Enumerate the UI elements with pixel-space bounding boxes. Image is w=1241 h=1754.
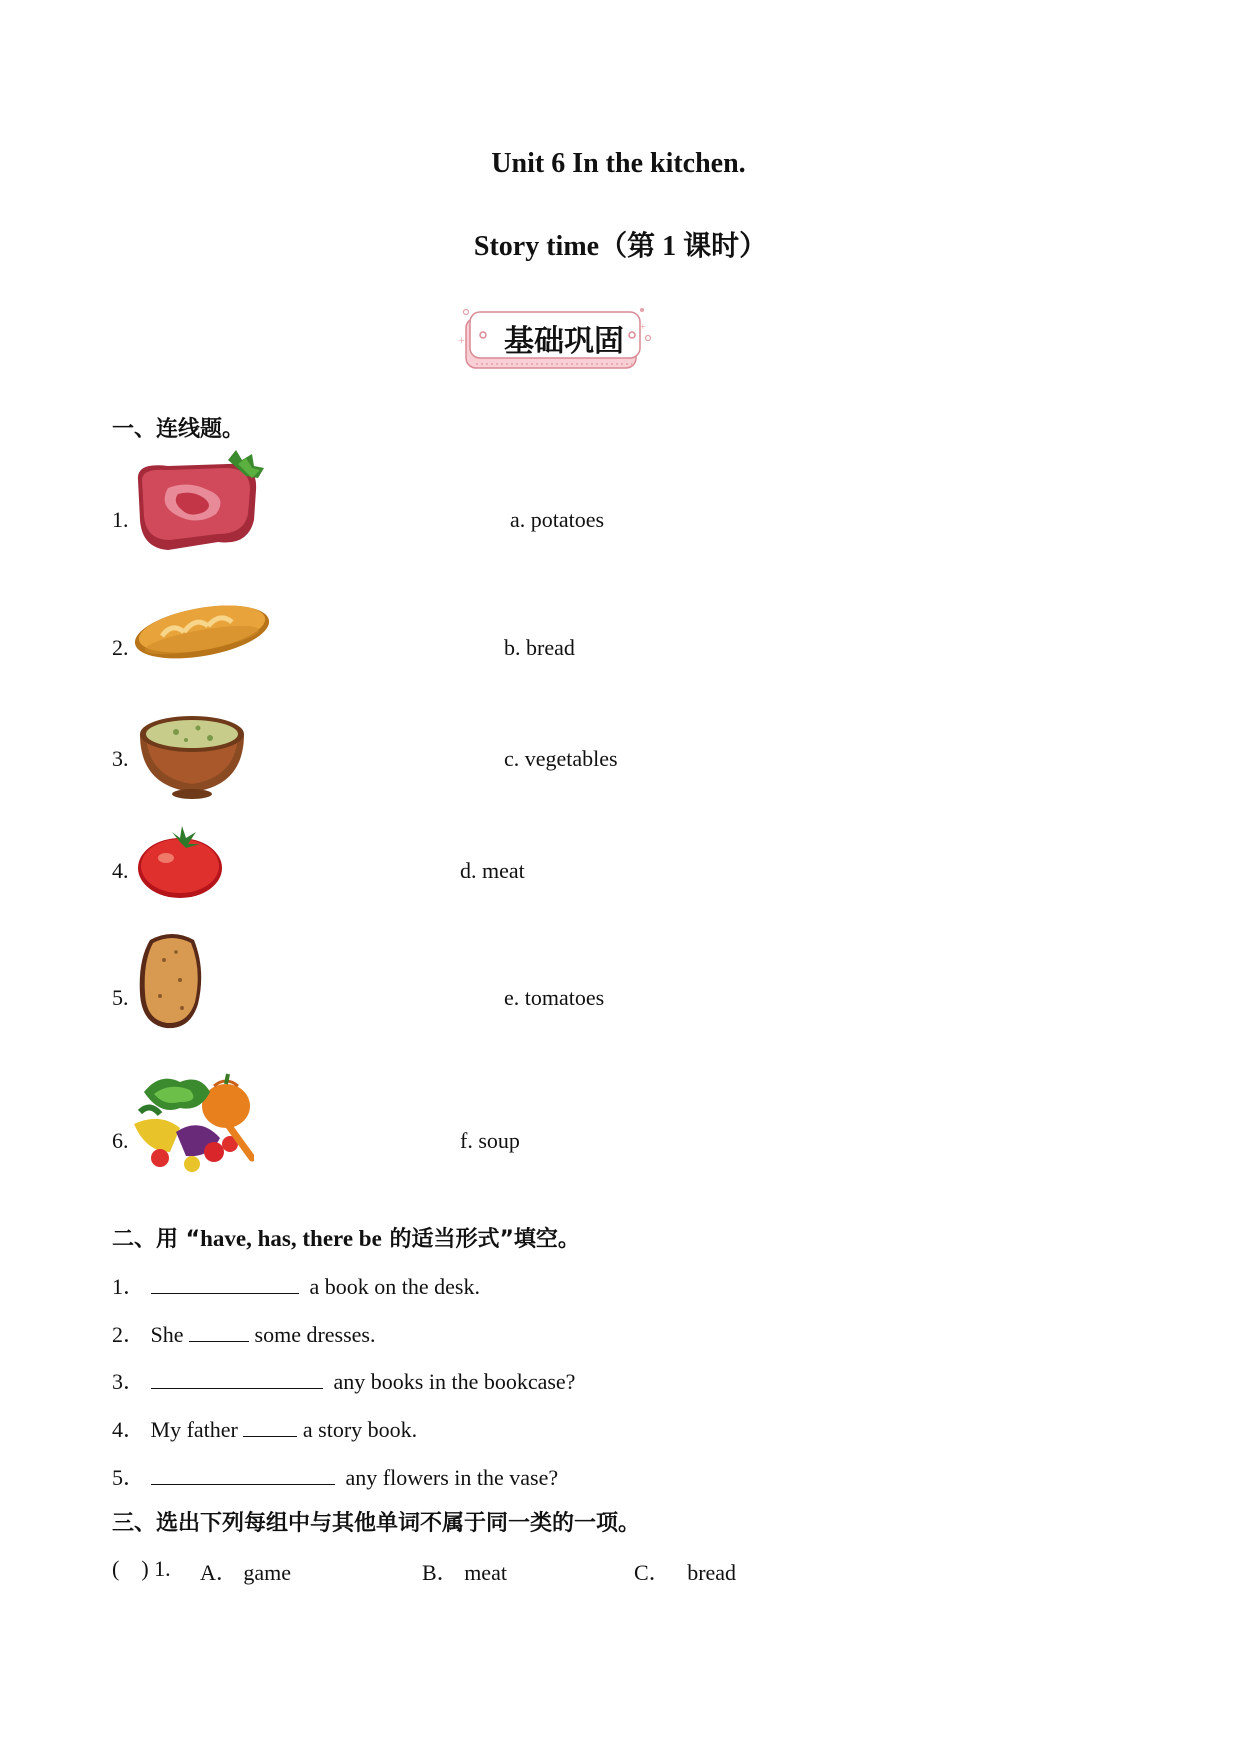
choice-b-label: B． (422, 1560, 459, 1585)
match-option: d. meat (460, 858, 525, 883)
vegetables-icon (130, 1072, 254, 1176)
answer-blank[interactable] (151, 1464, 335, 1485)
item-text: any books in the bookcase? (333, 1369, 576, 1394)
section2-heading (112, 1222, 580, 1253)
match-number: 1. (112, 507, 129, 532)
match-option: c. vegetables (504, 746, 618, 771)
choice-b[interactable] (422, 1556, 507, 1587)
answer-blank[interactable] (243, 1416, 297, 1437)
answer-blank[interactable] (189, 1321, 249, 1342)
item-number: 4． (112, 1417, 146, 1442)
answer-blank[interactable] (151, 1368, 323, 1389)
section2-heading-keywords: have, has, there be (200, 1226, 382, 1251)
answer-blank[interactable] (151, 1273, 299, 1294)
item-number: 2． (112, 1322, 146, 1347)
fill-blank-item (112, 1365, 575, 1396)
section-badge (452, 304, 652, 376)
bread-icon (132, 596, 272, 666)
choice-bracket[interactable]: ( ) 1. (112, 1556, 171, 1581)
svg-text:+: + (458, 333, 465, 347)
item-number: 1． (112, 1274, 146, 1299)
item-text: a book on the desk. (309, 1274, 480, 1299)
item-number: 5． (112, 1465, 146, 1490)
item-text: My father (150, 1417, 238, 1442)
section2-heading-post: 的适当形式”填空。 (381, 1227, 580, 1252)
match-number: 4. (112, 858, 129, 883)
fill-blank-item (112, 1318, 376, 1349)
item-text: any flowers in the vase? (345, 1465, 559, 1490)
match-number: 5. (112, 985, 129, 1010)
match-number: 3. (112, 746, 129, 771)
choice-b-text: meat (464, 1560, 507, 1585)
section3-heading: 三、选出下列每组中与其他单词不属于同一类的一项。 (112, 1511, 641, 1536)
match-number: 6. (112, 1128, 129, 1153)
soup-icon (136, 708, 250, 800)
match-number: 2. (112, 635, 129, 660)
page-subtitle: Story time（第 1 课时） (473, 231, 768, 262)
meat-icon (128, 450, 268, 558)
match-option: b. bread (504, 635, 575, 660)
match-option: f. soup (460, 1128, 520, 1153)
choice-a-label: A． (200, 1560, 238, 1585)
tomato-icon (136, 822, 224, 900)
page-title: Unit 6 In the kitchen. (491, 148, 746, 179)
section1-heading: 一、连线题。 (112, 417, 245, 442)
match-option: e. tomatoes (504, 985, 605, 1010)
section2-heading-pre: 二、用 “ (112, 1227, 201, 1252)
fill-blank-item (112, 1461, 558, 1492)
fill-blank-item (112, 1413, 417, 1444)
choice-c-label: C． (634, 1560, 671, 1585)
item-number: 3． (112, 1369, 146, 1394)
choice-a[interactable] (200, 1556, 291, 1587)
item-text: She (150, 1322, 184, 1347)
choice-a-text: game (243, 1560, 292, 1585)
choice-c-text: bread (687, 1560, 737, 1585)
badge-label: 基础巩固 (504, 324, 624, 359)
item-text: some dresses. (254, 1322, 376, 1347)
potato-icon (136, 930, 208, 1032)
choice-c[interactable] (634, 1556, 736, 1587)
fill-blank-item (112, 1270, 480, 1301)
item-text: a story book. (302, 1417, 418, 1442)
svg-text:+: + (640, 322, 646, 333)
match-option: a. potatoes (510, 507, 605, 532)
